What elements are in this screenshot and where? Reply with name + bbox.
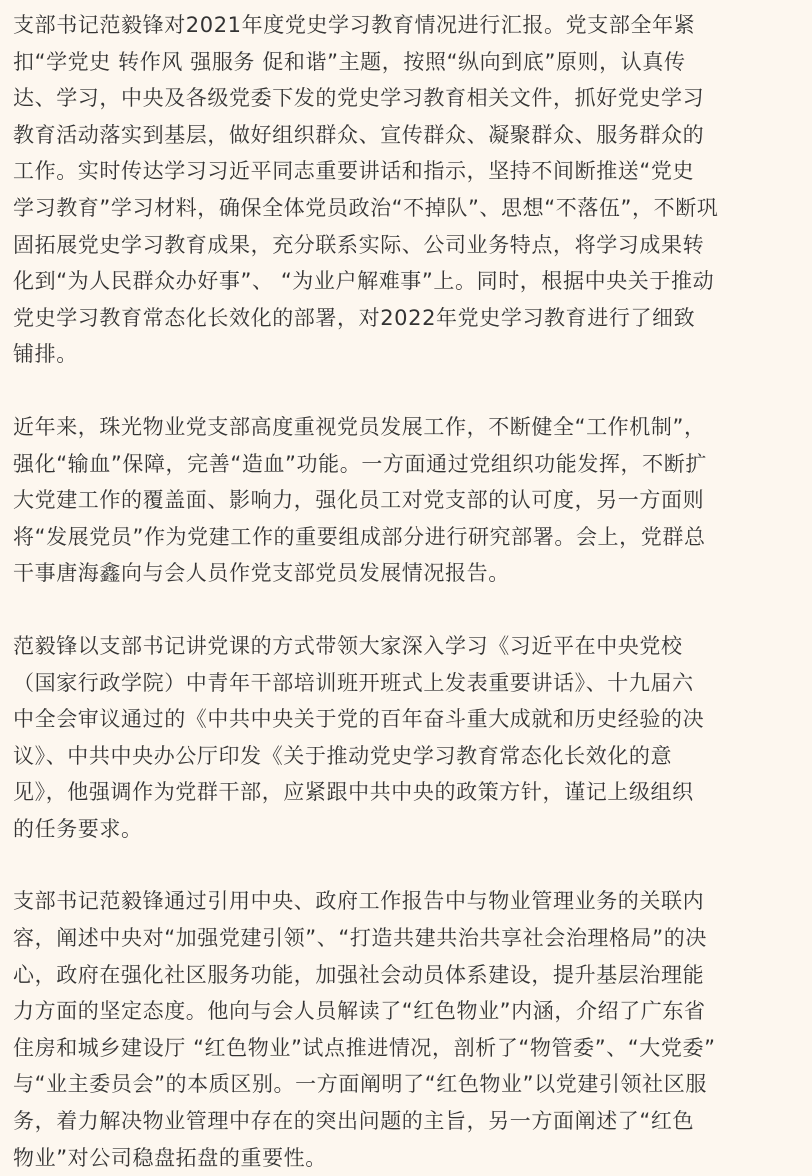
text-line: 力方面的坚定态度。他向与会人员解读了“红色物业”内涵，介绍了广东省 (13, 999, 706, 1024)
text-line: 的任务要求。 (13, 816, 143, 841)
text-line: 扣“学党史 转作风 强服务 促和谐”主题，按照“纵向到底”原则，认真传 (13, 49, 686, 74)
text-line: 中全会审议通过的《中共中央关于党的百年奋斗重大成就和历史经验的决 (13, 707, 705, 732)
text-line: 议》、中共中央办公厅印发《关于推动党史学习教育常态化长效化的意 (13, 743, 673, 768)
text-line: 容，阐述中央对“加强党建引领”、“打造共建共治共享社会治理格局”的决 (13, 926, 707, 951)
text-line: 见》，他强调作为党群干部，应紧跟中共中央的政策方针，谨记上级组织 (13, 780, 694, 805)
text-line: 与“业主委员会”的本质区别。一方面阐明了“红色物业”以党建引领社区服 (13, 1072, 707, 1097)
paragraph-party-history-report (13, 7, 803, 373)
text-line: 强化“输血”保障，完善“造血”功能。一方面通过党组织功能发挥，不断扩 (13, 451, 707, 476)
paragraph-member-development (13, 409, 803, 592)
text-line: 将“发展党员”作为党建工作的重要组成部分进行研究部署。会上，党群总 (13, 524, 706, 549)
text-line: 党史学习教育常态化长效化的部署，对2022年党史学习教育进行了细致 (13, 305, 696, 330)
text-line: 住房和城乡建设厅 “红色物业”试点推进情况，剖析了“物管委”、“大党委” (13, 1035, 716, 1060)
text-line: 物业”对公司稳盘拓盘的重要性。 (13, 1145, 327, 1170)
text-line: 大党建工作的覆盖面、影响力，强化员工对党支部的认可度，另一方面则 (13, 488, 705, 513)
text-line: 教育活动落实到基层，做好组织群众、宣传群众、凝聚群众、服务群众的 (13, 122, 705, 147)
text-line: 固拓展党史学习教育成果，充分联系实际、公司业务特点，将学习成果转 (13, 232, 705, 257)
text-line: 达、学习，中央及各级党委下发的党史学习教育相关文件，抓好党史学习 (13, 86, 705, 111)
paragraph-party-lecture (13, 628, 803, 848)
text-line: 化到“为人民群众办好事”、 “为业户解难事”上。同时，根据中央关于推动 (13, 269, 715, 294)
text-line: 近年来，珠光物业党支部高度重视党员发展工作，不断健全“工作机制”， (13, 414, 706, 439)
paragraph-red-property (13, 883, 803, 1176)
text-line: （国家行政学院）中青年干部培训班开班式上发表重要讲话》、十九届六 (13, 670, 694, 695)
text-line: 范毅锋以支部书记讲党课的方式带领大家深入学习《习近平在中央党校 (13, 633, 683, 658)
text-line: 心，政府在强化社区服务功能，加强社会动员体系建设，提升基层治理能 (13, 962, 705, 987)
text-line: 工作。实时传达学习习近平同志重要讲话和指示，坚持不间断推送“党史 (13, 159, 695, 184)
text-line: 干事唐海鑫向与会人员作党支部党员发展情况报告。 (13, 561, 510, 586)
text-line: 学习教育”学习材料，确保全体党员政治“不掉队”、思想“不落伍”，不断巩 (13, 195, 719, 220)
text-line: 铺排。 (13, 342, 78, 367)
text-line: 支部书记范毅锋通过引用中央、政府工作报告中与物业管理业务的关联内 (13, 889, 705, 914)
text-line: 支部书记范毅锋对2021年度党史学习教育情况进行汇报。党支部全年紧 (13, 13, 696, 37)
text-line: 务，着力解决物业管理中存在的突出问题的主旨，另一方面阐述了“红色 (13, 1109, 695, 1134)
